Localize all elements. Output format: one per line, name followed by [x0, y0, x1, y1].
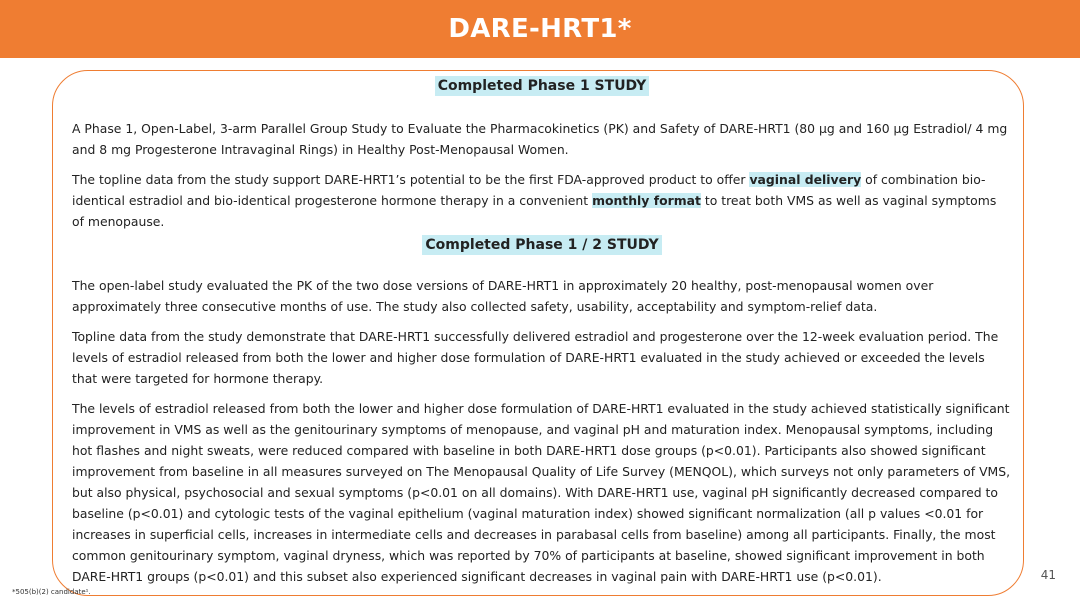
slide-title: DARE-HRT1* [448, 14, 632, 44]
phase1-topline-text-b: of combination bio-identical estradiol and bio-identical progesterone hormone therapy in a convenient [72, 172, 986, 208]
phase1-topline [72, 169, 1012, 232]
footnote: *505(b)(2) candidate¹. [12, 588, 91, 596]
phase1-topline-text-a: The topline data from the study support DARE-HRT1’s potential to be the first FDA-approved product to offer [72, 172, 750, 187]
phase1-topline-text-c: to treat both VMS as well as vaginal symptoms of menopause. [72, 193, 997, 229]
phase12-heading-label: Completed Phase 1 / 2 STUDY [422, 235, 661, 255]
monthly-format-highlight: monthly format [592, 193, 701, 208]
phase1-description: A Phase 1, Open-Label, 3-arm Parallel Group Study to Evaluate the Pharmacokinetics (PK) and Safety of DARE-HRT1 (80 µg and 160 µg Estradiol/ 4 mg and 8 mg Progesterone Intravaginal Rings) in Healthy Post-Menopausal Women. [72, 121, 1008, 157]
phase12-topline: Topline data from the study demonstrate that DARE-HRT1 successfully delivered estradiol and progesterone over the 12-week evaluation period. The levels of estradiol released from both the lower and higher dose formulation of DARE-HRT1 evaluated in the study achieved or exceeded the levels that were targeted for hormone therapy. [72, 329, 999, 386]
phase12-heading [72, 234, 1012, 255]
title-bar [0, 0, 1080, 58]
phase1-heading [72, 75, 1012, 96]
phase12-description: The open-label study evaluated the PK of the two dose versions of DARE-HRT1 in approximately 20 healthy, post-menopausal women over approximately three consecutive months of use. The study also collected safety, usability, acceptability and symptom-relief data. [72, 278, 934, 314]
slide-content [72, 74, 1012, 587]
vaginal-delivery-highlight: vaginal delivery [749, 172, 862, 187]
phase1-heading-label: Completed Phase 1 STUDY [435, 76, 650, 96]
phase12-results: The levels of estradiol released from both the lower and higher dose formulation of DARE-HRT1 evaluated in the study achieved statistically significant improvement in VMS as well as the genitourinary symptoms of menopause, and vaginal pH and maturation index. Menopausal symptoms, including hot flashes and night sweats, were reduced compared with baseline in both DARE-HRT1 dose groups (p<0.01). Participants also showed significant improvement from baseline in all measures surveyed on The Menopausal Quality of Life Survey (MENQOL), which surveys not only parameters of VMS, but also physical, psychosocial and sexual symptoms (p<0.01 on all domains). With DARE-HRT1 use, vaginal pH significantly decreased compared to baseline (p<0.01) and cytologic tests of the vaginal epithelium (vaginal maturation index) showed significant normalization (all p values <0.01 for increases in superficial cells, increases in intermediate cells and decreases in parabasal cells from baseline) among all participants. Finally, the most common genitourinary symptom, vaginal dryness, which was reported by 70% of participants at baseline, showed significant improvement in both DARE-HRT1 groups (p<0.01) and this subset also experienced significant decreases in vaginal pain with DARE-HRT1 use (p<0.01). [72, 401, 1011, 584]
page-number: 41 [1040, 568, 1056, 582]
